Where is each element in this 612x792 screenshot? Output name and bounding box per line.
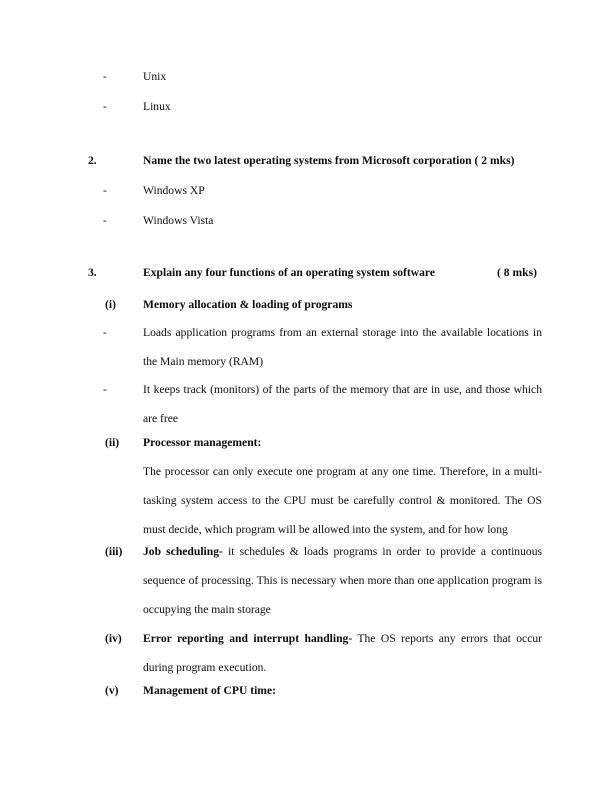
list-item: Unix xyxy=(143,70,167,83)
sub-item-heading-v: Management of CPU time: xyxy=(143,684,276,697)
sub-item-paragraph-ii: The processor can only execute one program at any one time. Therefore, in a multi-tasking system access to the CPU must be carefully control & monitored. The OS must decide, which program will be allowed into the system, and for how long xyxy=(143,465,542,536)
sub-item-text-iii xyxy=(143,537,542,624)
sub-item-marker-i: (i) xyxy=(105,298,116,311)
sub-item-rest-iv: The OS reports any errors that occur during program execution. xyxy=(143,632,542,674)
list-item: It keeps track (monitors) of the parts of the memory that are in use, and those which are free xyxy=(143,383,542,425)
question-heading xyxy=(143,258,563,287)
sub-item-marker-iii: (iii) xyxy=(105,545,123,558)
bullet-marker: - xyxy=(103,383,107,396)
sub-item-heading-i: Memory allocation & loading of programs xyxy=(143,298,353,311)
list-item: Windows Vista xyxy=(143,214,214,227)
list-item: Loads application programs from an external storage into the available locations in the Main memory (RAM) xyxy=(143,326,542,368)
question-number: 2. xyxy=(88,154,97,167)
bullet-marker: - xyxy=(103,214,107,227)
list-item: Linux xyxy=(143,100,171,113)
question-heading-text: Explain any four functions of an operating system software xyxy=(143,266,436,279)
bullet-marker: - xyxy=(103,70,107,83)
question-heading: Name the two latest operating systems from Microsoft corporation ( 2 mks) xyxy=(143,154,515,167)
sub-item-lead-iii: Job scheduling- xyxy=(143,545,223,558)
sub-item-rest-iii: it schedules & loads programs in order to provide a continuous sequence of processing. This is necessary when more than one application program is occupying the main storage xyxy=(143,545,542,616)
sub-item-heading-ii: Processor management: xyxy=(143,436,262,449)
sub-item-marker-ii: (ii) xyxy=(105,436,120,449)
sub-item-text-iv xyxy=(143,624,542,682)
sub-item-lead-iv: Error reporting and interrupt handling- xyxy=(143,632,353,645)
bullet-marker: - xyxy=(103,100,107,113)
question-number: 3. xyxy=(88,266,97,279)
sub-item-marker-iv: (iv) xyxy=(105,632,122,645)
bullet-marker: - xyxy=(103,184,107,197)
sub-item-marker-v: (v) xyxy=(105,684,119,697)
bullet-marker: - xyxy=(103,326,107,339)
list-item: Windows XP xyxy=(143,184,205,197)
question-marks: ( 8 mks) xyxy=(497,266,537,279)
